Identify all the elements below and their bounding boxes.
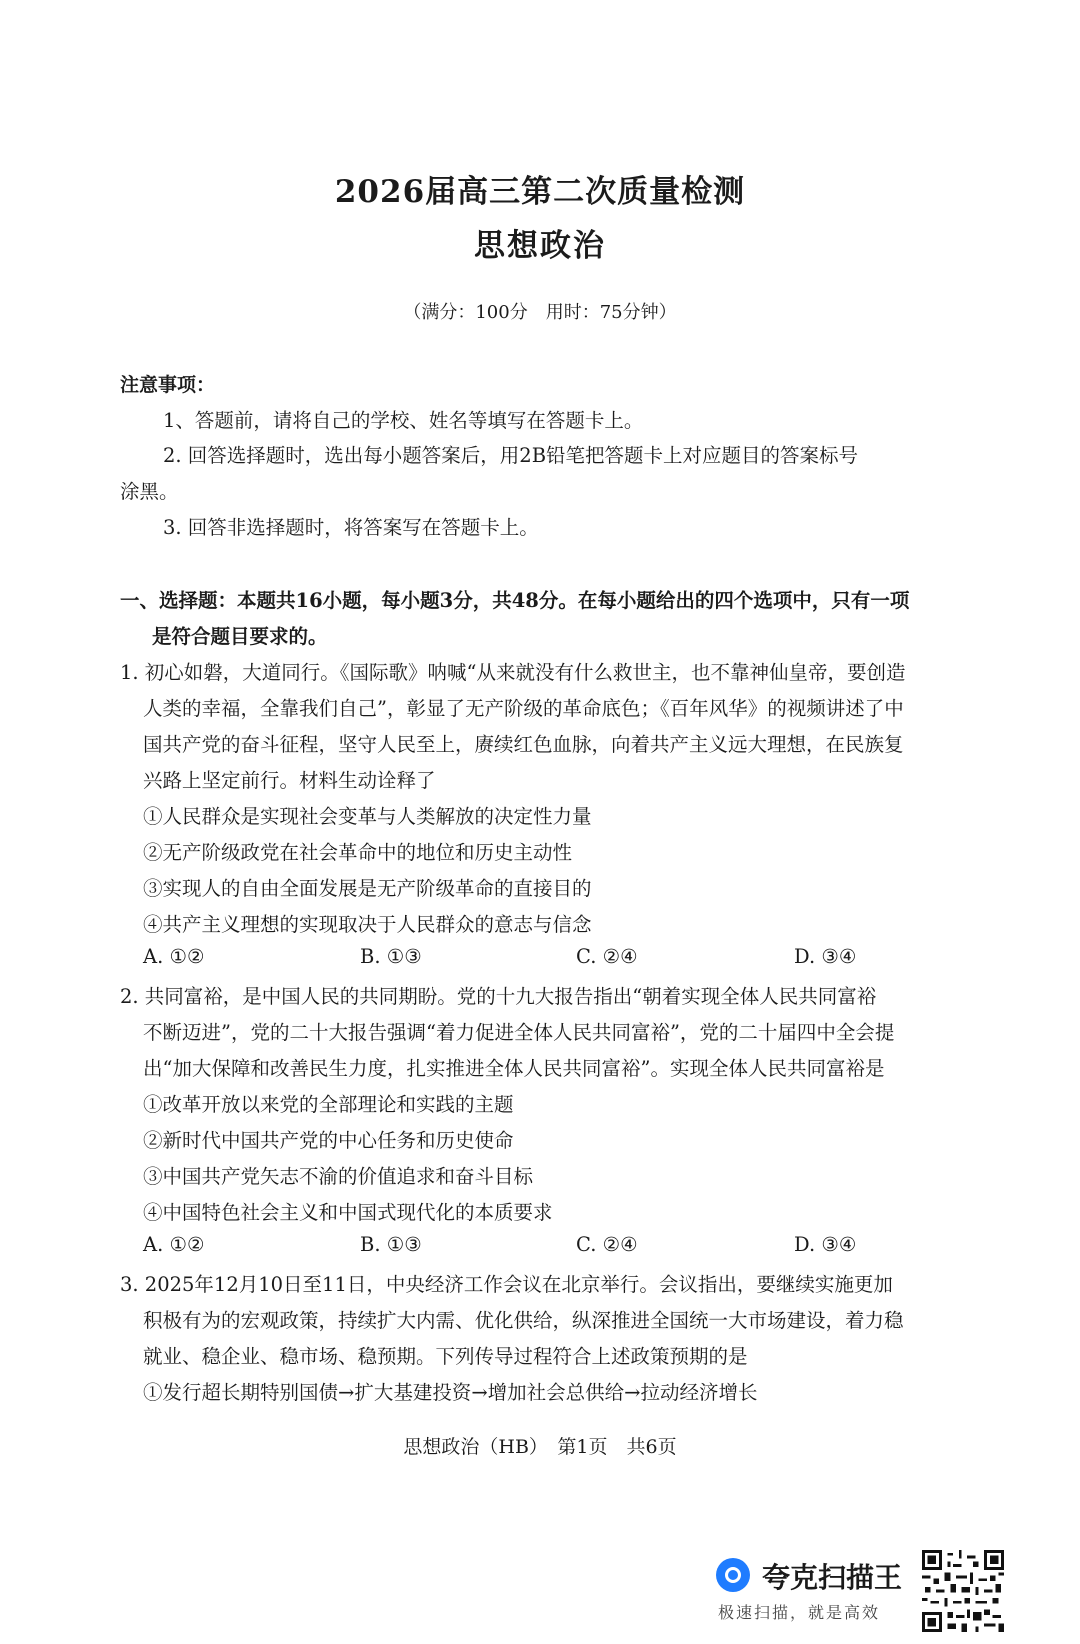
q1-stem-line-3: 国共产党的奋斗征程，坚守人民至上，赓续红色血脉，向着共产主义远大理想，在民族复 [143,733,904,756]
section-heading-cont: 是符合题目要求的。 [152,625,328,648]
q3-stem-line-2: 积极有为的宏观政策，持续扩大内需、优化供给，纵深推进全国统一大市场建设，着力稳 [143,1309,904,1332]
q3-option-1: ①发行超长期特别国债→扩大基建投资→增加社会总供给→拉动经济增长 [143,1381,758,1404]
exam-title: 2026届高三第二次质量检测 [334,174,746,210]
q2-stem-line-1: 2. 共同富裕，是中国人民的共同期盼。党的十九大报告指出“朝着实现全体人民共同富裕 [120,985,877,1008]
q2-stem-line-3: 出“加大保障和改善民生力度，扎实推进全体人民共同富裕”。实现全体人民共同富裕是 [143,1057,885,1080]
q2-choice-b: B. ①③ [360,1233,422,1256]
q2-stem-line-2: 不断迈进”，党的二十大报告强调“着力促进全体人民共同富裕”，党的二十届四中全会提 [143,1021,895,1044]
q2-option-1: ①改革开放以来党的全部理论和实践的主题 [143,1093,514,1116]
q1-choice-b: B. ①③ [360,945,422,968]
scanner-brand-name: 夸克扫描王 [762,1561,903,1594]
q2-choice-d: D. ③④ [794,1233,857,1256]
q1-stem-line-4: 兴路上坚定前行。材料生动诠释了 [143,769,436,792]
qr-code-icon [922,1550,1004,1632]
exam-subject: 思想政治 [474,228,606,264]
q2-option-2: ②新时代中国共产党的中心任务和历史使命 [143,1129,514,1152]
q2-option-4: ④中国特色社会主义和中国式现代化的本质要求 [143,1201,553,1224]
q1-option-3: ③实现人的自由全面发展是无产阶级革命的直接目的 [143,877,592,900]
note-line-2: 2. 回答选择题时，选出每小题答案后，用2B铅笔把答题卡上对应题目的答案标号 [163,444,859,467]
note-line-1: 1、答题前，请将自己的学校、姓名等填写在答题卡上。 [163,409,644,432]
q2-choice-c: C. ②④ [576,1233,638,1256]
q1-option-2: ②无产阶级政党在社会革命中的地位和历史主动性 [143,841,573,864]
note-line-3: 3. 回答非选择题时，将答案写在答题卡上。 [163,516,539,539]
q2-option-3: ③中国共产党矢志不渝的价值追求和奋斗目标 [143,1165,534,1188]
section-heading: 一、选择题：本题共16小题，每小题3分，共48分。在每小题给出的四个选项中，只有一项 [120,589,910,612]
q1-stem-line-2: 人类的幸福，全靠我们自己”，彰显了无产阶级的革命底色；《百年风华》的视频讲述了中 [143,697,904,720]
quark-logo-icon [716,1558,750,1592]
score-time-info: （满分：100分 用时：75分钟） [403,302,677,323]
q1-option-4: ④共产主义理想的实现取决于人民群众的意志与信念 [143,913,592,936]
notes-title: 注意事项： [120,374,216,396]
note-line-2-cont: 涂黑。 [120,480,179,503]
page-footer: 思想政治（HB） 第1页 共6页 [403,1436,677,1458]
scanner-watermark [716,1556,916,1626]
q1-choice-a: A. ①② [143,945,205,968]
q3-stem-line-3: 就业、稳企业、稳市场、稳预期。下列传导过程符合上述政策预期的是 [143,1345,748,1368]
q2-choice-a: A. ①② [143,1233,205,1256]
q1-choice-c: C. ②④ [576,945,638,968]
q1-stem-line-1: 1. 初心如磐，大道同行。《国际歌》呐喊“从来就没有什么救世主，也不靠神仙皇帝，要创造 [120,661,906,684]
scanner-slogan: 极速扫描，就是高效 [718,1603,881,1622]
q1-option-1: ①人民群众是实现社会变革与人类解放的决定性力量 [143,805,592,828]
q3-stem-line-1: 3. 2025年12月10日至11日，中央经济工作会议在北京举行。会议指出，要继续实施更加 [120,1273,893,1296]
q1-choice-d: D. ③④ [794,945,857,968]
